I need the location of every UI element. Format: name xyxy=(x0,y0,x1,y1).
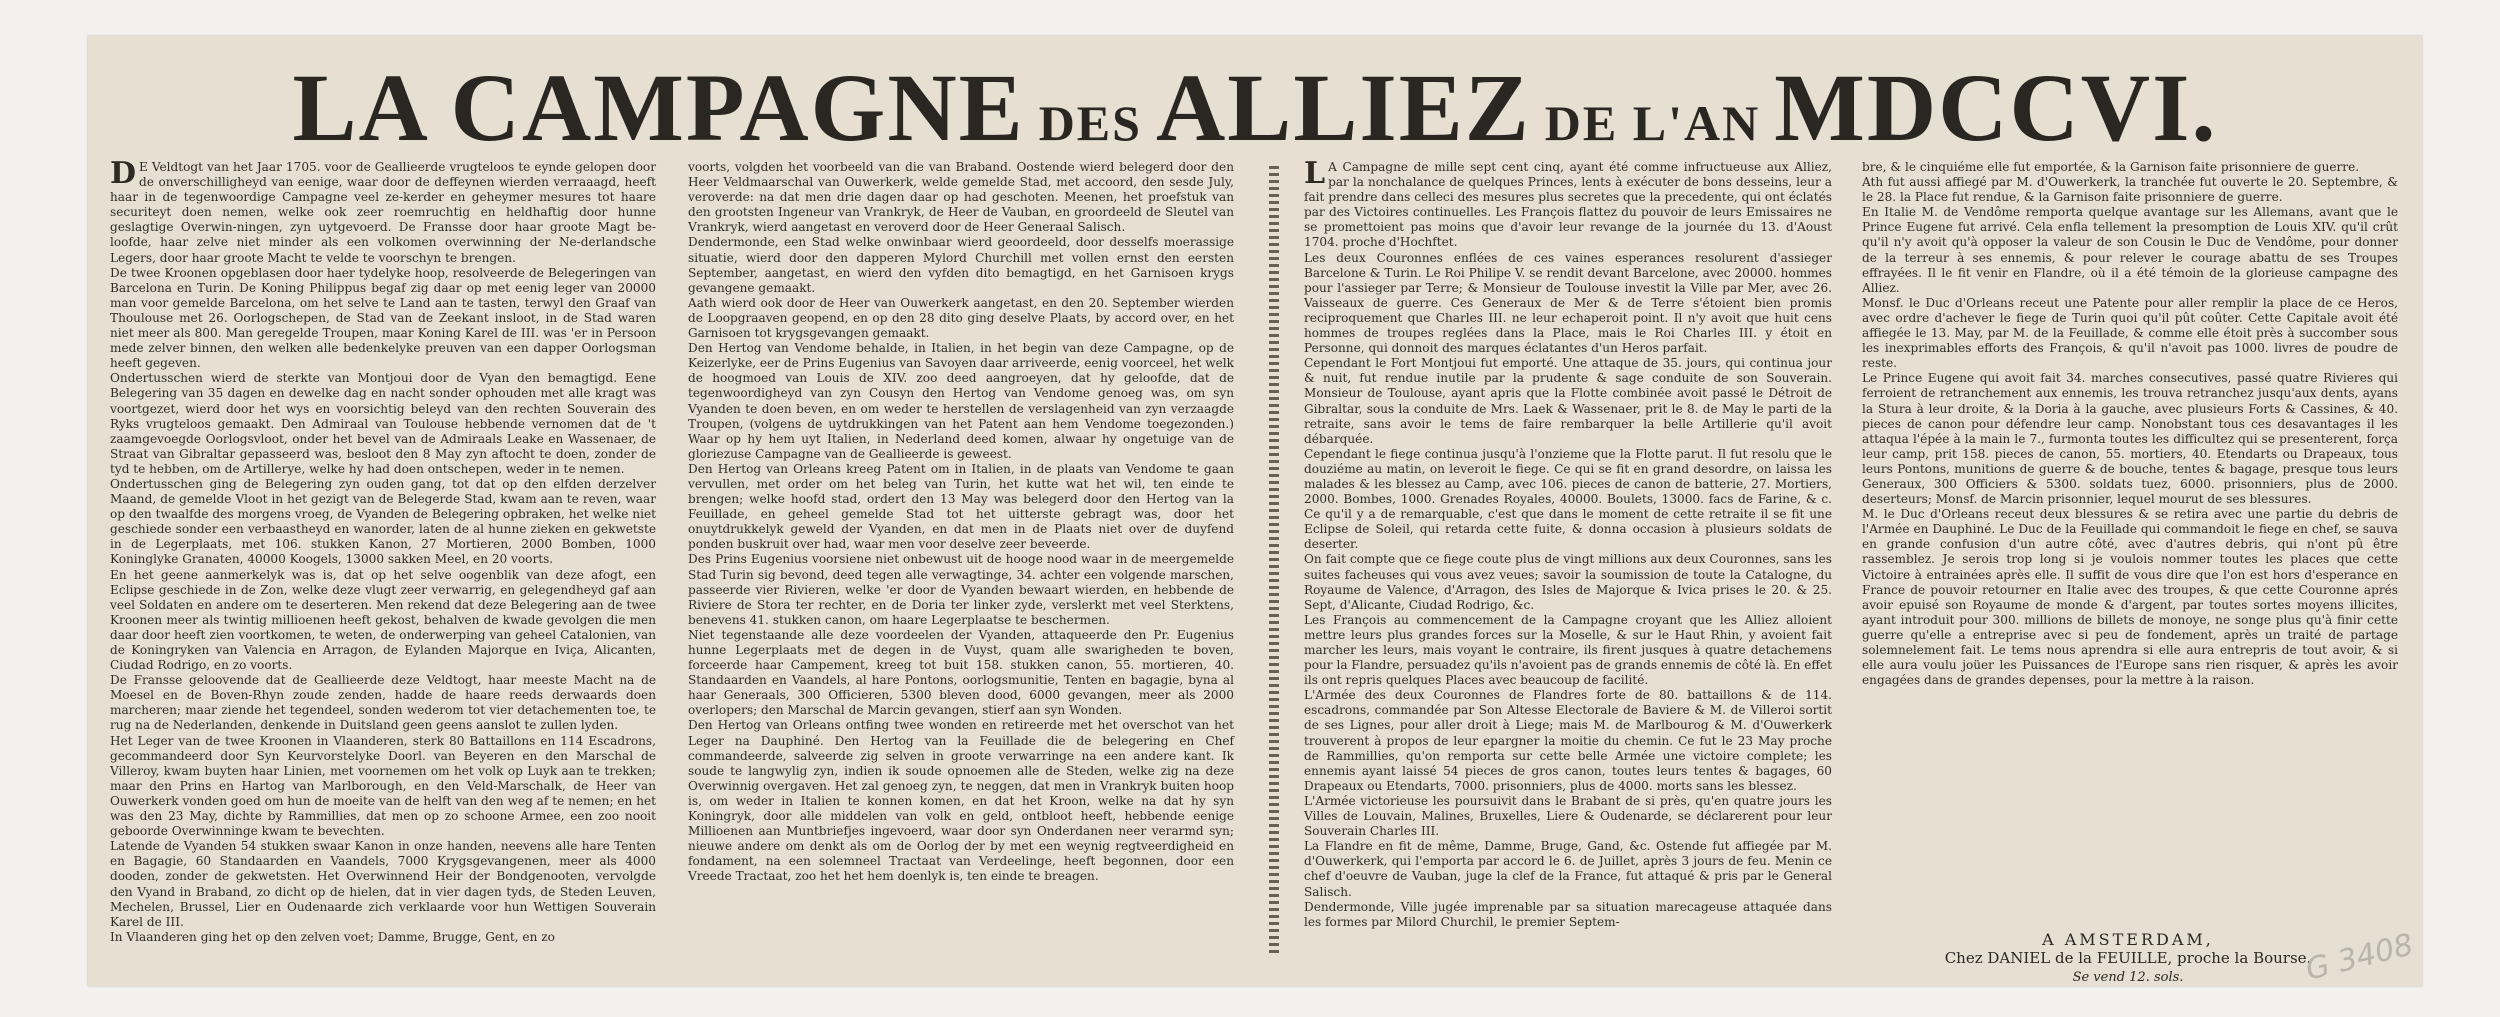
paragraph: Les deux Couronnes enflées de ces vaines esperances resolurent d'assieger Barcelone & Turin. Le Roi Philipe V. se rendit devant Barcelone, avec 20000. hommes pour l'assieger par Terre; & Monsieur de Toulouse investit la Ville par Mer, avec 26. Vaisseaux de guerre. Ces Generaux de Mer & de Terre s'étoient bien promis reciproquement que Charles III. ne leur echaperoit point. Il n'y avoit que huit cens hommes de troupes reglées dans la Place, mais le Roi Charles III. y étoit en Personne, qui donnoit des marques éclatantes d'un Heros parfait. xyxy=(1304,250,1832,356)
paragraph: Monsf. le Duc d'Orleans receut une Patente pour aller remplir la place de ce Heros, avec ordre d'achever le fiege de Turin quoi qu'il pût coûter. Cette Capitale avoit été affiegée le 13. May, par M. de la Feuillade, & comme elle étoit près à succomber sous les inexprimables efforts des François, & qu'il n'avoit pas 1000. livres de poudre de reste. xyxy=(1862,295,2398,371)
paragraph: Niet tegenstaande alle deze voordeelen der Vyanden, attaqueerde den Pr. Eugenius hunne Legerplaats met de degen in de Vuyst, quam alle swarigheden te boven, forceerde haar Campement, kreeg tot buit 158. stukken canon, 55. mortieren, 40. Standaarden en Vaandels, al hare Pontons, oorlogsmunitie, Tenten en bagagie, byna al haar Generaals, 300 Officieren, 5300 bleven dood, 6000 gevangen, meer als 2000 overlopers; den Marschal de Marcin gevangen, stierf aan syn Wonden. xyxy=(688,627,1234,718)
pencil-inventory-number: G 3408 xyxy=(2302,927,2417,988)
paragraph: In Vlaanderen ging het op den zelven voet; Damme, Brugge, Gent, en zo xyxy=(110,929,555,944)
paragraph: Les François au commencement de la Campagne croyant que les Alliez alloient mettre leurs plus grandes forces sur la Moselle, & sur le Haut Rhin, y avoient fait marcher les leurs, mais voyant le contraire, ils firent jusques à quatre detachemens pour la Flandre, persuadez qu'ils n'avoient pas de grands ennemis de côté là. En effet ils ont repris quelques Places avec beaucoup de facilité. xyxy=(1304,612,1832,688)
page-title xyxy=(88,52,2422,162)
paragraph: On fait compte que ce fiege coute plus de vingt millions aux deux Couronnes, sans les suites facheuses qui vous avez veues; savoir la soumission de toute la Catalogne, du Royaume de Valence, d'Arragon, des Isles de Majorque & Ivica prises le 20. & 25. Sept, d'Alicante, Ciudad Rodrigo, &c. xyxy=(1304,552,1832,612)
paragraph: Den Hertog van Vendome behalde, in Italien, in het begin van deze Campagne, op de Keizerlyke, eer de Prins Eugenius van Savoyen daar arriveerde, eenig voorceel, het welk de hoogmoed van Louis de XIV. zoo deed aangroeyen, dat hy geloofde, dat de tegenwoordigheyd van zyn Cousyn den Hertog van Vendome genoeg was, om syn Vyanden te doen beven, en om weder te herstellen de verslagenheid van zyn verzaagde Troupen, (volgens de uytdrukkingen van het Patent aan hem Vendome toegezonden.) Waar op hy hem uyt Italien, in Nederland deed komen, alwaar hy ongetuige van de gloriezuse Campagne van de Geallieerde is geweest. xyxy=(688,341,1234,461)
paragraph: Het Leger van de twee Kroonen in Vlaanderen, sterk 80 Battaillons en 114 Escadrons, gecommandeerd door Syn Keurvorstelyke Doorl. van Beyeren en den Marschal de Villeroy, kwam buyten haar Linien, met voornemen om het volk op Luyk aan te trekken; maar den Prins en Hartog van Marlborough, en den Veld-Marschalk, de Heer van Ouwerkerk vonden goed om hun de moeite van de helft van den weg af te nemen; en het was den 23 May, dichte by Rammillies, dat men op zo schoone Armee, een zoo nooit geboorde Overwinninge kwam te bevechten. xyxy=(110,733,656,839)
paragraph: Latende de Vyanden 54 stukken swaar Kanon in onze handen, neevens alle hare Tenten en Bagagie, 60 Standaarden en Vaandels, 7000 Krygsgevangenen, meer als 4000 dooden, zonder de gekwetsten. Het Overwinnend Heir der Bondgenooten, vervolgde den Vyand in Braband, zo dicht op de hielen, dat in vier dagen tyds, de Steden Leuven, Mechelen, Brussel, Lier en Oudenaarde zich verklaarde voor hun Wettigen Souverain Karel de III. xyxy=(110,839,656,929)
paragraph: L A Campagne de mille sept cent cinq, ayant été comme infructueuse aux Alliez, par la nonchalance de quelques Princes, lents à exécuter de bons desseins, leur a fait prendre dans celleci des mesures plus secretes que la precedente, qui ont éclatés par des Victoires continuelles. Les François flattez du pouvoir de leurs Emissaires ne se promettoient pas moins que d'avoir leur revange de la journée du 13. d'Aoust 1704. proche d'Hochftet. xyxy=(1304,156,1832,250)
paragraph: La Flandre en fit de même, Damme, Bruge, Gand, &c. Ostende fut affiegée par M. d'Ouwerkerk, qui l'emporta par accord le 6. de Juillet, après 3 jours de feu. Menin ce chef d'oeuvre de Vauban, juge la clef de la France, fut attaqué & pris par le General Salisch. xyxy=(1304,839,1832,899)
paragraph: D E Veldtogt van het Jaar 1705. voor de Geallieerde vrugteloos te eynde gelopen door de onverschilligheyd van eenige, waar door de deffeynen wierden verraaagd, heeft haar in de tegenwoordige Campagne veel ze-kerder en geheymer mesures tot haare securiteyt doen nemen, welke ook zeer roemruchtig en heldhaftig door hunne geslagtige Overwin-ningen, zyn uytgevoerd. De Fransse door haar groote Magt be-loofde, haar zelve niet minder als een volkomen overwinning der Ne-derlandsche Legers, door haar groote Macht te velde te voorschyn te brengen. xyxy=(110,156,656,265)
imprint-price: Se vend 12. sols. xyxy=(2072,970,2184,985)
dutch-column-1 xyxy=(110,156,656,945)
imprint-place: A AMSTERDAM, xyxy=(2042,930,2214,949)
imprint-publisher: Chez DANIEL de la FEUILLE, proche la Bourse. xyxy=(1944,949,2312,967)
broadsheet xyxy=(88,36,2422,986)
paragraph: L'Armée victorieuse les poursuivit dans le Brabant de si près, qu'en quatre jours les Villes de Louvain, Malines, Bruxelles, Liere & Oudenarde, se déclarerent pour leur Souverain Charles III. xyxy=(1304,793,1832,839)
paragraph: Den Hertog van Orleans kreeg Patent om in Italien, in de plaats van Vendome te gaan vervullen, met order om het beleg van Turin, het kutte wat het wil, ten einde te brengen; welke hoofd stad, ordert den 13 May was belegerd door den Hertog van la Feuillade, en geheel gemelde Stad tot het uitterste gebragt was, door het onuytdrukkelyk geweld der Vyanden, en dat men in de Plaats niet over de duyfend ponden buskruit over had, waar men voor deselve zeer beveerde. xyxy=(688,461,1234,552)
paragraph: Le Prince Eugene qui avoit fait 34. marches consecutives, passé quatre Rivieres qui ferroient de retranchement aux ennemis, les trouva retranchez jusqu'aux dents, ayans la Stura à leur droite, & la Doria à la gauche, avec plusieurs Forts & Cassines, & 40. pieces de canon pour défendre leur camp. Nonobstant tous ces desavantages il les attaqua l'épée à la main le 7., furmonta toutes les difficultez qui se presenterent, força leur camp, prit 158. pieces de canon, 55. mortiers, 40. Etendarts ou Drapeaux, tous leurs Pontons, munitions de guerre & de bouche, tentes & bagage, presque tous leurs Generaux, 300 Officiers & 5300. soldats tuez, 6000. prisonniers, plus de 2000. deserteurs; Monsf. de Marcin prisonnier, lequel mourut de ses blessures. xyxy=(1862,371,2398,507)
dutch-column-2 xyxy=(688,160,1234,885)
french-column-2 xyxy=(1862,160,2398,688)
drop-cap: L xyxy=(1304,156,1326,191)
drop-cap: D xyxy=(110,156,137,191)
paragraph: Aath wierd ook door de Heer van Ouwerkerk aangetast, en den 20. September wierden de Loopgraaven geopend, en op den 28 dito ging deselve Plaats, by accord over, en het Garnisoen tot krygsgevangen gemaakt. xyxy=(688,295,1234,341)
paragraph: Dendermonde, Ville jugée imprenable par sa situation marecageuse attaquée dans les formes par Milord Churchil, le premier Septem- xyxy=(1304,899,1832,929)
french-column-1 xyxy=(1304,156,1832,930)
title-part-des: DES xyxy=(1038,95,1142,151)
title-part-alliez: ALLIEZ xyxy=(1155,54,1531,161)
paragraph: De twee Kroonen opgeblasen door haer tydelyke hoop, resolveerde de Belegeringen van Barcelona en Turin. De Koning Philippus begaf zig daar op met eenig leger van 20000 man voor gemelde Barcelona, om het selve te Land aan te tasten, terwyl den Graaf van Thoulouse met 26. Oorlogschepen, de Stad van de Zeekant insloot, in de Stad waren niet meer als 800. Man geregelde Troupen, maar Koning Karel de III. was 'er in Persoon mede zelver binnen, den welken alle bedenkelyke preuven van een dapper Oorlogsman heeft gegeven. xyxy=(110,265,656,371)
paragraph: voorts, volgden het voorbeeld van die van Braband. Oostende wierd belegerd door den Heer Veldmaarschal van Ouwerkerk, welde gemelde Stad, met accoord, den sesde July, veroverde: na dat men drie dagen daar op had geschoten. Meenen, het proefstuk van den grootsten Ingeneur van Vrankryk, de Heer de Vauban, en groordeeld de Sleutel van Vrankryk, wierd aangetast en veroverd door de Heer Generaal Salisch. xyxy=(688,160,1234,235)
paragraph: Cependant le fiege continua jusqu'à l'onzieme que la Flotte parut. Il fut resolu que le douziéme au matin, on leveroit le fiege. Ce qui se fit en grand desordre, on laissa les malades & les blessez au Camp, avec 106. pieces de canon de batterie, 27. Mortiers, 2000. Bombes, 1000. Grenades Royales, 40000. Boulets, 13000. facs de Farine, & c. Ce qu'il y a de remarquable, c'est que dans le moment de cette retraite il se fit une Eclipse de Soleil, qui retarda cette fuite, & donna occasion à plusieurs soldats de deserter. xyxy=(1304,446,1832,552)
paragraph: Des Prins Eugenius voorsiene niet onbewust uit de hooge nood waar in de meergemelde Stad Turin sig bevond, deed tegen alle verwagtinge, 34. achter een volgende marschen, passeerde vier Rivieren, welke 'er door de Vyanden bewaart wierden, en hebbende de Riviere de Stora ter rechter, en de Doria ter linker zyde, verslerkt met veel Sterktens, benevens 41. stukken canon, om haare Legerplaatse te beschermen. xyxy=(688,552,1234,627)
title-part-de-lan: DE L'AN xyxy=(1544,95,1761,151)
title-part-year: MDCCVI. xyxy=(1774,54,2218,161)
paragraph: Dendermonde, een Stad welke onwinbaar wierd geoordeeld, door desselfs moerassige situatie, wierd door den dapperen Mylord Churchill met vollen ernst den eersten September, aangetast, en wierd den vyfden dito bemagtigd, en het Garnisoen krygs gevangene gemaakt. xyxy=(688,235,1234,295)
paragraph: En het geene aanmerkelyk was is, dat op het selve oogenblik van deze afogt, een Eclipse geschiede in de Zon, welke deze vlugt zeer verwarrig, en gelegendheyd gaf aan veel Soldaten en andere om te deserteren. Men rekend dat deze Belegering aan de twee Kroonen meer als twintig millioenen heeft gekost, behalven de kwade gevolgen die men daar door heeft zien voortkomen, te weten, de onderwerping van geheel Catalonien, van de Koningryken van Valencia en Arragon, de Eylanden Majorque en Iviça, Alicanten, Ciudad Rodrigo, en zo voorts. xyxy=(110,567,656,673)
paragraph: De Fransse geloovende dat de Geallieerde deze Veldtogt, haar meeste Macht na de Moesel en de Boven-Rhyn zoude zenden, hadde de haare reeds derwaards doen marcheren; maar ziende het tegendeel, sonden wederom tot vier detachementen toe, te rug na de Nederlanden, denkende in Duitsland geen geens aanslot te zullen lyden. xyxy=(110,673,656,733)
column-divider-ornament xyxy=(1269,166,1279,956)
paragraph: Ath fut aussi affiegé par M. d'Ouwerkerk, la tranchée fut ouverte le 20. Septembre, & le 28. la Place fut rendue, & la Garnison faite prisonniere de guerre. xyxy=(1862,175,2398,205)
paragraph: bre, & le cinquiéme elle fut emportée, & la Garnison faite prisonniere de guerre. xyxy=(1862,160,2360,174)
paragraph: Ondertusschen ging de Belegering zyn ouden gang, tot dat op den elfden derzelver Maand, de gemelde Vloot in het gezigt van de Belegerde Stad, kwam aan te reven, waar op den twaalfde des morgens vroeg, de Vyanden de Belegering opbraken, het welke niet geschiede sonder een verbaastheyd en wanorder, laten de al hunne zieken en gekwetste in de Legerplaats, met 106. stukken Kanon, 27 Mortieren, 2000 Bomben, 1000 Koninglyke Granaten, 40000 Koogels, 13000 sakken Meel, en 20 voorts. xyxy=(110,476,656,567)
paragraph: Cependant le Fort Montjoui fut emporté. Une attaque de 35. jours, qui continua jour & nuit, fut rendue inutile par la prudente & sage conduite de son Souverain. Monsieur de Toulouse, ayant apris que la Flotte combinée avoit passé le Détroit de Gibraltar, sous la conduite de Mrs. Laek & Wassenaer, prit le 8. de May le parti de la retraite, sans avoir le tems de faire rembarquer la belle Artillerie qu'il avoit débarquée. xyxy=(1304,356,1832,446)
paragraph: Den Hertog van Orleans ontfing twee wonden en retireerde met het overschot van het Leger na Dauphiné. Den Hertog van la Feuillade die de belegering en Chef commandeerde, salveerde zig selven in groote verwarringe na een andere kant. Ik soude te langwylig zyn, indien ik soude opnoemen alle de Steden, welke zig na deze Overwinnig overgaven. Het zal genoeg zyn, te neggen, dat men in Vrankryk buiten hoop is, om weder in Italien te konnen komen, en dat het Kroon, welke na dat hy syn Koningryk, door alle middelen van volk en geld, ontbloot heeft, hebbende eenige Millioenen aan Muntbriefjes ingevoerd, waar door syn Onderdanen neer verarmd syn; nieuwe andere om denkt als om de Oorlog der by met een weynig regtveerdigheid en fondament, na een solemneel Tractaat van Verdeelinge, heeft begonnen, door een Vreede Tractaat, zoo het het hem doenlyk is, ten einde te breagen. xyxy=(688,718,1234,884)
paragraph: En Italie M. de Vendôme remporta quelque avantage sur les Allemans, avant que le Prince Eugene fut arrivé. Cela enfla tellement la presomption de Louis XIV. qu'il crût qu'il n'y avoit qu'à opposer la valeur de son Cousin le Duc de Vendôme, pour donner de la terreur à ses ennemis, & pour relever le courage abattu de ses Troupes effrayées. Il le fit venir en Flandre, où il a été témoin de la glorieuse campagne des Alliez. xyxy=(1862,205,2398,295)
paragraph: Ondertusschen wierd de sterkte van Montjoui door de Vyan den bemagtigd. Eene Belegering van 35 dagen en dewelke dag en nacht sonder ophouden met alle kragt was voortgezet, wierd door het wys en voorsichtig beleyd van den rechten Souverain des Ryks vrugteloos gemaakt. Den Admiraal van Toulouse hebbende vernomen dat de 't zaamgevoegde Oorlogsvloot, onder het bevel van de Admiraals Leake en Wassenaer, de Straat van Gibraltar gepasseerd was, besloot den 8 May zyn aftocht te doen, zonder de tyd te hebben, om de Artillerye, welke hy had doen ontschepen, weder in te nemen. xyxy=(110,371,656,476)
paragraph: M. le Duc d'Orleans receut deux blessures & se retira avec une partie du debris de l'Armée en Dauphiné. Le Duc de la Feuillade qui commandoit le fiege en chef, se sauva en grande confusion d'un autre côté, avec d'autres debris, qui n'ont pû être rassemblez. Je serois trop long si je voulois nommer toutes les places que cette Victoire à entrainées après elle. Il suffit de vous dire que l'on est hors d'esperance en France de pouvoir retourner en Italie avec des troupes, & que cette Couronne aprés avoir epuisé son Royaume de monde & d'argent, par toutes sortes moyens illicites, ayant introduit pour 300. millions de billets de monoye, ne songe plus qu'à finir cette guerre qu'elle a entreprise avec si peu de fondement, après un traité de partage solemnelement fait. Le tems nous aprendra si elle aura entrepris de tout avoir, & si elle aura voulu joüer les Puissances de l'Europe sans rien risquer, & après les avoir engagées dans de grandes depenses, pour la mettre à la raison. xyxy=(1862,507,2398,688)
title-part-campagne: LA CAMPAGNE xyxy=(292,54,1025,161)
paragraph: L'Armée des deux Couronnes de Flandres forte de 80. battaillons & de 114. escadrons, commandée par Son Altesse Electorale de Baviere & M. de Villeroi sortit de ses Lignes, pour aller droit à Liege; mais M. de Marlbourog & M. d'Ouwerkerk trouverent à propos de leur epargner la moitie du chemin. Ce fut le 23 May proche de Rammillies, qu'on remporta sur cette belle Armée une victoire complete; les ennemis ayant laissé 54 pieces de gros canon, toutes leurs tentes & bagages, 60 Drapeaux ou Etendarts, 7000. prisonniers, plus de 4000. morts sans les blessez. xyxy=(1304,688,1832,793)
